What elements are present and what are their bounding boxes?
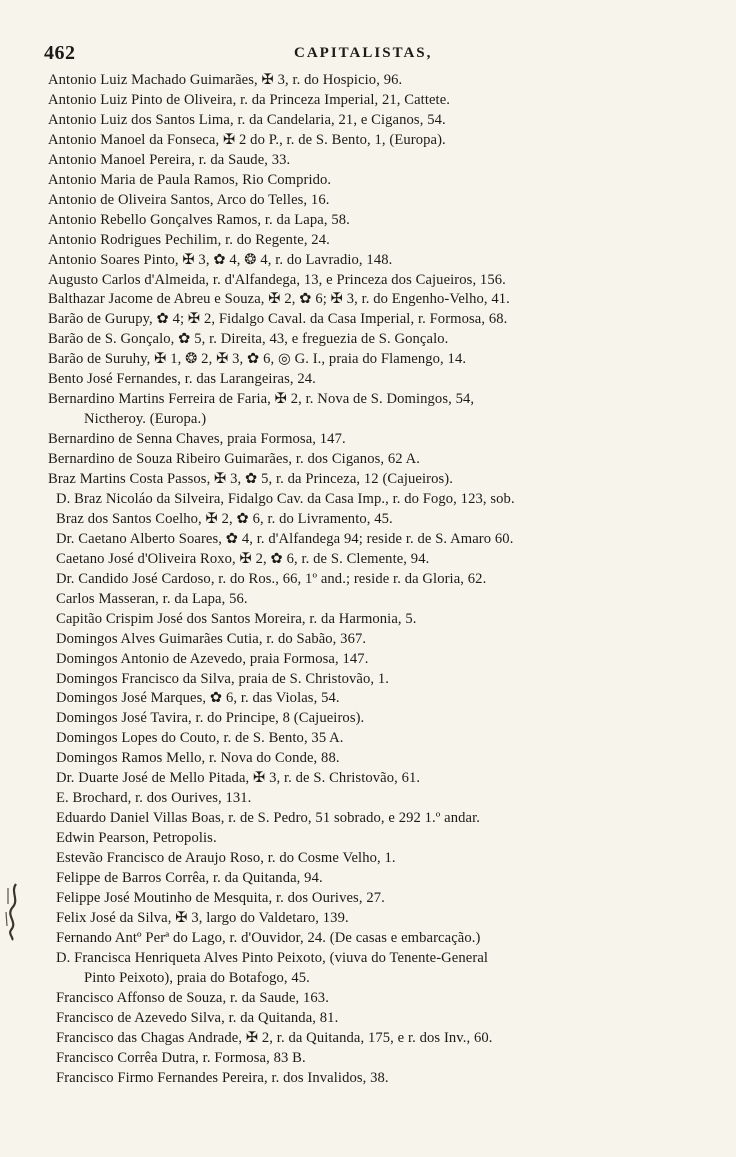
page-header — [44, 42, 694, 66]
directory-entry: Felix José da Silva, ✠ 3, largo do Valdetaro, 139. — [56, 909, 349, 926]
directory-entry: Francisco de Azevedo Silva, r. da Quitanda, 81. — [56, 1009, 339, 1026]
directory-entry: Antonio Luiz dos Santos Lima, r. da Candelaria, 21, e Ciganos, 54. — [48, 111, 446, 128]
directory-entry: Domingos José Tavira, r. do Principe, 8 (Cajueiros). — [56, 710, 365, 727]
directory-entry: Antonio Luiz Pinto de Oliveira, r. da Princeza Imperial, 21, Cattete. — [48, 91, 451, 108]
directory-entry: Antonio de Oliveira Santos, Arco do Telles, 16. — [48, 191, 330, 208]
directory-entry: Bernardino de Senna Chaves, praia Formosa, 147. — [48, 431, 346, 448]
directory-entry: Augusto Carlos d'Almeida, r. d'Alfandega, 13, e Princeza dos Cajueiros, 156. — [48, 271, 506, 288]
directory-entry: Antonio Rebello Gonçalves Ramos, r. da Lapa, 58. — [48, 211, 350, 228]
directory-entry: Antonio Manoel da Fonseca, ✠ 2 do P., r. de S. Bento, 1, (Europa). — [48, 131, 446, 148]
directory-entry-continuation: Pinto Peixoto), praia do Botafogo, 45. — [84, 969, 310, 986]
directory-entry: Eduardo Daniel Villas Boas, r. de S. Pedro, 51 sobrado, e 292 1.º andar. — [56, 810, 480, 827]
directory-entry: Francisco das Chagas Andrade, ✠ 2, r. da Quitanda, 175, e r. dos Inv., 60. — [56, 1029, 493, 1046]
directory-entry: Barão de S. Gonçalo, ✿ 5, r. Direita, 43, e freguezia de S. Gonçalo. — [48, 331, 449, 348]
directory-entry: Domingos Alves Guimarães Cutia, r. do Sabão, 367. — [56, 630, 367, 647]
directory-entry: Domingos José Marques, ✿ 6, r. das Violas, 54. — [56, 690, 340, 707]
directory-entry: Braz Martins Costa Passos, ✠ 3, ✿ 5, r. da Princeza, 12 (Cajueiros). — [48, 471, 453, 487]
directory-entry: Carlos Masseran, r. da Lapa, 56. — [56, 590, 248, 607]
directory-entry: Antonio Manoel Pereira, r. da Saude, 33. — [48, 151, 291, 168]
directory-entry: Francisco Corrêa Dutra, r. Formosa, 83 B. — [56, 1049, 306, 1066]
directory-entry: Braz dos Santos Coelho, ✠ 2, ✿ 6, r. do Livramento, 45. — [56, 510, 393, 527]
directory-entry: Balthazar Jacome de Abreu e Souza, ✠ 2, ✿ 6; ✠ 3, r. do Engenho-Velho, 41. — [48, 291, 510, 308]
directory-entry: Felippe José Moutinho de Mesquita, r. dos Ourives, 27. — [56, 889, 385, 906]
directory-entry: Estevão Francisco de Araujo Roso, r. do Cosme Velho, 1. — [56, 850, 396, 867]
directory-entry: Dr. Caetano Alberto Soares, ✿ 4, r. d'Alfandega 94; reside r. de S. Amaro 60. — [56, 530, 514, 547]
directory-entry: Dr. Candido José Cardoso, r. do Ros., 66, 1º and.; reside r. da Gloria, 62. — [56, 570, 487, 587]
directory-entry: Antonio Luiz Machado Guimarães, ✠ 3, r. do Hospicio, 96. — [48, 72, 403, 88]
directory-entry: Antonio Soares Pinto, ✠ 3, ✿ 4, ❂ 4, r. do Lavradio, 148. — [48, 251, 393, 268]
directory-entry-continuation: Nictheroy. (Europa.) — [84, 411, 207, 428]
directory-entry: D. Francisca Henriqueta Alves Pinto Peixoto, (viuva do Tenente-General — [56, 949, 489, 966]
directory-entry: Francisco Firmo Fernandes Pereira, r. dos Invalidos, 38. — [56, 1069, 389, 1086]
directory-entry: Francisco Affonso de Souza, r. da Saude, 163. — [56, 989, 329, 1006]
directory-entry: Bernardino de Souza Ribeiro Guimarães, r. dos Ciganos, 62 A. — [48, 451, 420, 468]
directory-entry: E. Brochard, r. dos Ourives, 131. — [56, 790, 252, 807]
directory-entry: Domingos Francisco da Silva, praia de S. Christovão, 1. — [56, 670, 390, 687]
binding-edge-mark — [2, 882, 24, 942]
directory-entry: Barão de Gurupy, ✿ 4; ✠ 2, Fidalgo Caval. da Casa Imperial, r. Formosa, 68. — [48, 311, 508, 328]
directory-entry: Bernardino Martins Ferreira de Faria, ✠ 2, r. Nova de S. Domingos, 54, — [48, 391, 475, 408]
directory-entry: Domingos Antonio de Azevedo, praia Formosa, 147. — [56, 650, 369, 667]
directory-entry: Domingos Lopes do Couto, r. de S. Bento, 35 A. — [56, 730, 344, 747]
running-head: CAPITALISTAS, — [294, 45, 433, 61]
directory-entry: Fernando Antº Perª do Lago, r. d'Ouvidor, 24. (De casas e embarcação.) — [56, 929, 481, 946]
directory-entry: Dr. Duarte José de Mello Pitada, ✠ 3, r. de S. Christovão, 61. — [56, 770, 421, 787]
directory-entry: Barão de Suruhy, ✠ 1, ❂ 2, ✠ 3, ✿ 6, ◎ G. I., praia do Flamengo, 14. — [48, 351, 467, 368]
directory-entry: Antonio Rodrigues Pechilim, r. do Regente, 24. — [48, 231, 330, 248]
directory-entry: D. Braz Nicoláo da Silveira, Fidalgo Cav. da Casa Imp., r. do Fogo, 123, sob. — [56, 490, 515, 507]
directory-entry: Bento José Fernandes, r. das Larangeiras, 24. — [48, 371, 316, 388]
directory-entry: Edwin Pearson, Petropolis. — [56, 830, 217, 847]
directory-entry: Felippe de Barros Corrêa, r. da Quitanda, 94. — [56, 870, 323, 886]
directory-entry: Domingos Ramos Mello, r. Nova do Conde, 88. — [56, 750, 340, 767]
page-number: 462 — [44, 42, 76, 64]
directory-entry: Antonio Maria de Paula Ramos, Rio Comprido. — [48, 171, 332, 188]
directory-entry: Capitão Crispim José dos Santos Moreira, r. da Harmonia, 5. — [56, 610, 417, 627]
directory-entry: Caetano José d'Oliveira Roxo, ✠ 2, ✿ 6, r. de S. Clemente, 94. — [56, 550, 430, 567]
